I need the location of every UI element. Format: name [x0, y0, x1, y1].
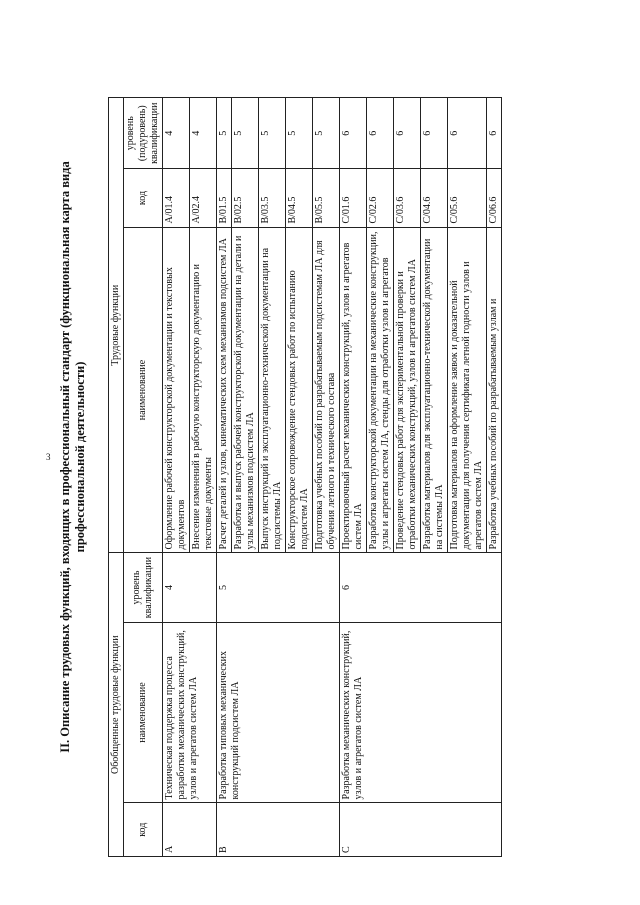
function-code: C/06.6 — [487, 169, 502, 227]
name-header: наименование — [124, 622, 163, 803]
functional-map-table — [108, 97, 502, 857]
group-name: Разработка механических конструкций, узлов и агрегатов систем ЛА — [340, 622, 502, 803]
header-row-2 — [124, 98, 163, 857]
tf-name-header: наименование — [124, 227, 163, 553]
function-level: 6 — [487, 98, 502, 169]
group-code: A — [163, 803, 217, 857]
function-name: Подготовка учебных пособий по разрабатываемым подсистемам ЛА для обучения летного и технического состава — [313, 227, 340, 553]
function-level: 4 — [190, 98, 217, 169]
function-code: B/03.5 — [259, 169, 286, 227]
function-level: 5 — [286, 98, 313, 169]
function-level: 6 — [340, 98, 367, 169]
function-level: 5 — [259, 98, 286, 169]
function-code: A/02.4 — [190, 169, 217, 227]
group-code: C — [340, 803, 502, 857]
level-header: уровень квалификации — [124, 553, 163, 622]
function-level: 5 — [232, 98, 259, 169]
function-name: Разработка конструкторской документации на механические конструкции, узлы и агрегаты систем ЛА, стенды для отработки узлов и агрегатов — [367, 227, 394, 553]
tf-code-header: код — [124, 169, 163, 227]
code-header: код — [124, 803, 163, 857]
group-level: 4 — [163, 553, 217, 622]
function-name: Проектировочный расчет механических конструкций, узлов и агрегатов систем ЛА — [340, 227, 367, 553]
function-level: 6 — [367, 98, 394, 169]
group-code: B — [217, 803, 340, 857]
function-code: B/02.5 — [232, 169, 259, 227]
function-name: Внесение изменений в рабочую конструкторскую документацию и текстовые документы — [190, 227, 217, 553]
function-name: Оформление рабочей конструкторской документации и текстовых документов — [163, 227, 190, 553]
function-level: 6 — [421, 98, 448, 169]
function-code: B/01.5 — [217, 169, 232, 227]
function-code: C/03.6 — [394, 169, 421, 227]
function-level: 5 — [217, 98, 232, 169]
table-row — [340, 98, 367, 857]
function-level: 6 — [394, 98, 421, 169]
table-row — [217, 98, 232, 857]
section-title — [58, 57, 88, 857]
function-name: Разработка материалов для эксплуатационно-технической документации на системы ЛА — [421, 227, 448, 553]
title-line-1: II. Описание трудовых функций, входящих в профессиональный стандарт (функциональная карта вида — [58, 161, 72, 753]
generalized-functions-header: Обобщенные трудовые функции — [109, 553, 124, 857]
function-code: C/05.6 — [448, 169, 487, 227]
rotated-page — [58, 57, 618, 857]
function-level: 6 — [448, 98, 487, 169]
group-name: Техническая поддержка процесса разработки механических конструкций, узлов и агрегатов систем ЛА — [163, 622, 217, 803]
function-code: B/04.5 — [286, 169, 313, 227]
function-name: Выпуск инструкций и эксплуатационно-технической документации на подсистемы ЛА — [259, 227, 286, 553]
function-level: 5 — [313, 98, 340, 169]
function-name: Проведение стендовых работ для экспериментальной проверки и отработки механических конструкций, узлов и агрегатов систем ЛА — [394, 227, 421, 553]
function-name: Разработка и выпуск рабочей конструкторской документации на детали и узлы механизмов подсистем ЛА — [232, 227, 259, 553]
function-name: Конструкторское сопровождение стендовых работ по испытанию подсистем ЛА — [286, 227, 313, 553]
header-row-1 — [109, 98, 124, 857]
function-name: Расчет деталей и узлов, кинематических схем механизмов подсистем ЛА — [217, 227, 232, 553]
group-name: Разработка типовых механических конструкций подсистем ЛА — [217, 622, 340, 803]
table-row — [163, 98, 190, 857]
page-number: 3 — [46, 452, 51, 462]
table-body — [163, 98, 502, 857]
function-code: A/01.4 — [163, 169, 190, 227]
function-code: C/04.6 — [421, 169, 448, 227]
function-code: C/02.6 — [367, 169, 394, 227]
function-code: C/01.6 — [340, 169, 367, 227]
function-name: Подготовка материалов на оформление заявок и доказательной документации для получения сертификата летной годности узлов и агрегатов систем ЛА — [448, 227, 487, 553]
group-level: 6 — [340, 553, 502, 622]
function-level: 4 — [163, 98, 190, 169]
function-code: B/05.5 — [313, 169, 340, 227]
function-name: Разработка учебных пособий по разрабатываемым узлам и — [487, 227, 502, 553]
group-level: 5 — [217, 553, 340, 622]
labor-functions-header: Трудовые функции — [109, 98, 124, 553]
tf-level-header: уровень (подуровень) квалификации — [124, 98, 163, 169]
title-line-2: профессиональной деятельности) — [73, 361, 87, 553]
